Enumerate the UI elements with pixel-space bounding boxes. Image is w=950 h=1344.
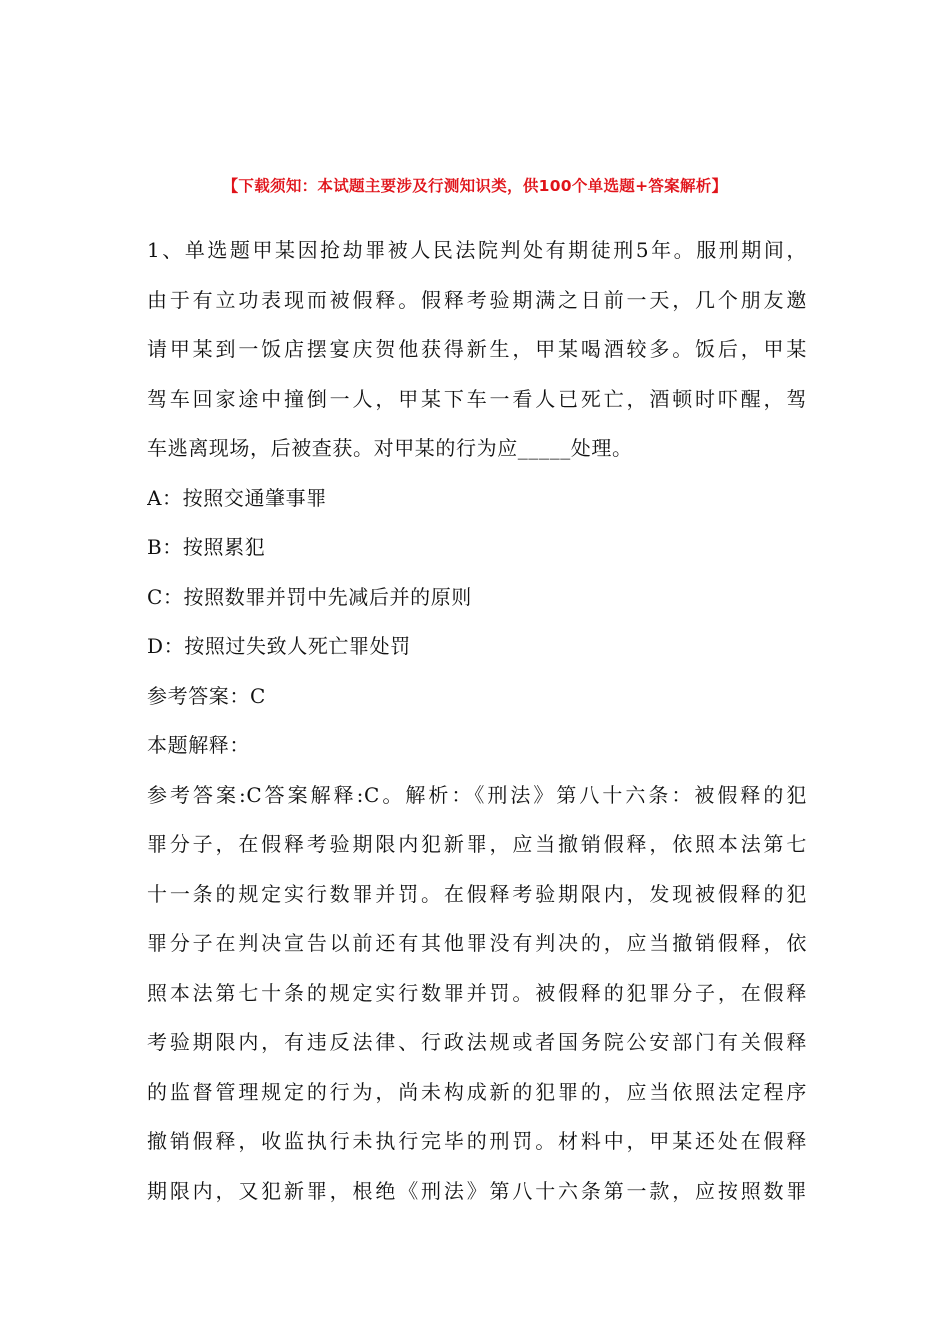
question-line: 驾车回家途中撞倒一人，甲某下车一看人已死亡，酒顿时吓醒，驾 <box>147 386 807 411</box>
answer-options <box>147 480 807 678</box>
question-line: 由于有立功表现而被假释。假释考验期满之日前一天，几个朋友邀 <box>147 287 807 312</box>
explanation-line: 罪分子在判决宣告以前还有其他罪没有判决的，应当撤销假释，依 <box>147 931 807 955</box>
option-c: C：按照数罪并罚中先减后并的原则 <box>147 584 472 609</box>
explanation-line: 考验期限内，有违反法律、行政法规或者国务院公安部门有关假释 <box>147 1030 807 1054</box>
explanation-line: 的监督管理规定的行为，尚未构成新的犯罪的，应当依照法定程序 <box>147 1079 807 1104</box>
option-b: B：按照累犯 <box>147 535 266 559</box>
explanation-line: 照本法第七十条的规定实行数罪并罚。被假释的犯罪分子，在假释 <box>147 980 807 1005</box>
explanation-body <box>147 777 807 1223</box>
explanation-heading: 本题解释： <box>147 733 250 757</box>
question-line: 1、单选题甲某因抢劫罪被人民法院判处有期徒刑5年。服刑期间， <box>147 238 807 262</box>
explanation-line: 十一条的规定实行数罪并罚。在假释考验期限内，发现被假释的犯 <box>147 881 807 906</box>
reference-answer: 参考答案：C <box>147 683 266 708</box>
explanation-line: 撤销假释，收监执行未执行完毕的刑罚。材料中，甲某还处在假释 <box>147 1129 807 1153</box>
question-line: 车逃离现场，后被查获。对甲某的行为应_____处理。 <box>147 436 633 460</box>
question-content <box>147 232 807 1222</box>
download-notice: 【下载须知：本试题主要涉及行测知识类，供100个单选题+答案解析】 <box>222 177 728 195</box>
explanation-line: 期限内，又犯新罪，根绝《刑法》第八十六条第一款，应按照数罪 <box>147 1178 807 1203</box>
question-line: 请甲某到一饭店摆宴庆贺他获得新生，甲某喝酒较多。饭后，甲某 <box>147 337 807 361</box>
option-a: A：按照交通肇事罪 <box>147 485 327 510</box>
explanation-line: 参考答案:C答案解释:C。解析：《刑法》第八十六条：被假释的犯 <box>147 782 807 807</box>
explanation-line: 罪分子，在假释考验期限内犯新罪，应当撤销假释，依照本法第七 <box>147 832 807 856</box>
question-stem <box>147 232 807 480</box>
option-d: D：按照过失致人死亡罪处罚 <box>147 634 411 658</box>
